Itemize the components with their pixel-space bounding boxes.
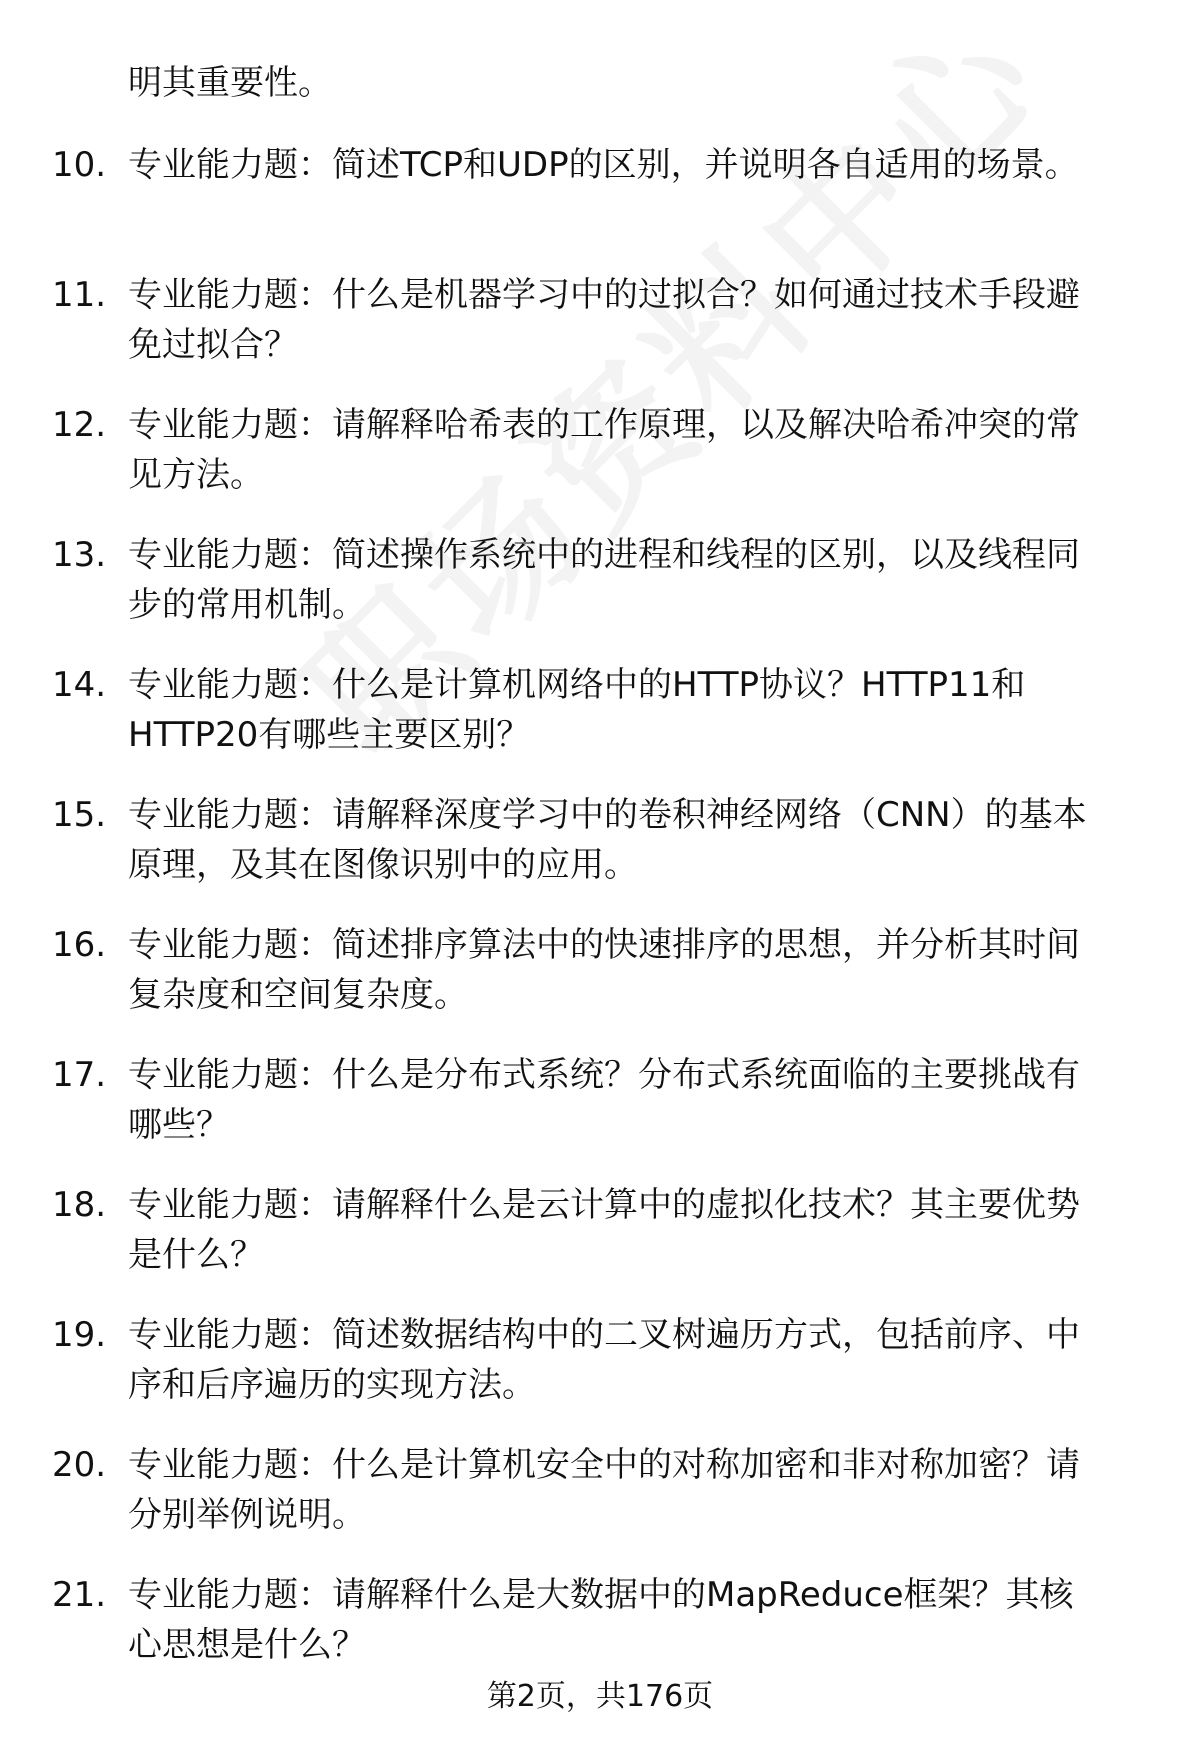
list-item [0,660,1200,790]
list-item [0,140,1200,270]
question-list [0,140,1200,1700]
item-text: 专业能力题：简述TCP和UDP的区别，并说明各自适用的场景。 [128,145,1079,185]
list-item [0,790,1200,920]
page-number-label: 第2页，共176页 [486,1679,714,1714]
list-item [0,400,1200,530]
item-text: 专业能力题：请解释深度学习中的卷积神经网络（CNN）的基本 原理，及其在图像识别中的应用。 [128,795,1087,885]
item-number: 14. [52,665,107,705]
item-number: 19. [52,1315,107,1355]
item-text: 专业能力题：什么是计算机安全中的对称加密和非对称加密？请 分别举例说明。 [128,1445,1080,1535]
page-footer [0,1675,1200,1719]
list-item [0,1440,1200,1570]
item-text: 专业能力题：简述排序算法中的快速排序的思想，并分析其时间 复杂度和空间复杂度。 [128,925,1080,1015]
item-number: 16. [52,925,107,965]
item-number: 18. [52,1185,107,1225]
list-item [0,920,1200,1050]
item-text: 专业能力题：请解释什么是大数据中的MapReduce框架？其核 心思想是什么？ [128,1575,1074,1665]
item-number: 12. [52,405,107,445]
item-number: 10. [52,145,107,185]
item-text: 专业能力题：简述数据结构中的二叉树遍历方式，包括前序、中 序和后序遍历的实现方法。 [128,1315,1080,1405]
item-text: 专业能力题：什么是计算机网络中的HTTP协议？HTTP11和 HTTP20有哪些主要区别？ [128,665,1026,755]
list-item [0,530,1200,660]
item-number: 11. [52,275,107,315]
list-item [0,1050,1200,1180]
item-text: 专业能力题：什么是机器学习中的过拟合？如何通过技术手段避 免过拟合？ [128,275,1080,365]
item-number: 13. [52,535,107,575]
item-number: 15. [52,795,107,835]
item-number: 21. [52,1575,107,1615]
item-number: 17. [52,1055,107,1095]
item-text: 专业能力题：简述操作系统中的进程和线程的区别，以及线程同 步的常用机制。 [128,535,1080,625]
list-item [0,1180,1200,1310]
item-text: 专业能力题：请解释什么是云计算中的虚拟化技术？其主要优势 是什么？ [128,1185,1080,1275]
item-text: 专业能力题：请解释哈希表的工作原理，以及解决哈希冲突的常 见方法。 [128,405,1080,495]
continued-text: 明其重要性。 [128,63,332,103]
item-text: 专业能力题：什么是分布式系统？分布式系统面临的主要挑战有 哪些？ [128,1055,1080,1145]
list-item [0,270,1200,400]
item-number: 20. [52,1445,107,1485]
list-item [0,1310,1200,1440]
